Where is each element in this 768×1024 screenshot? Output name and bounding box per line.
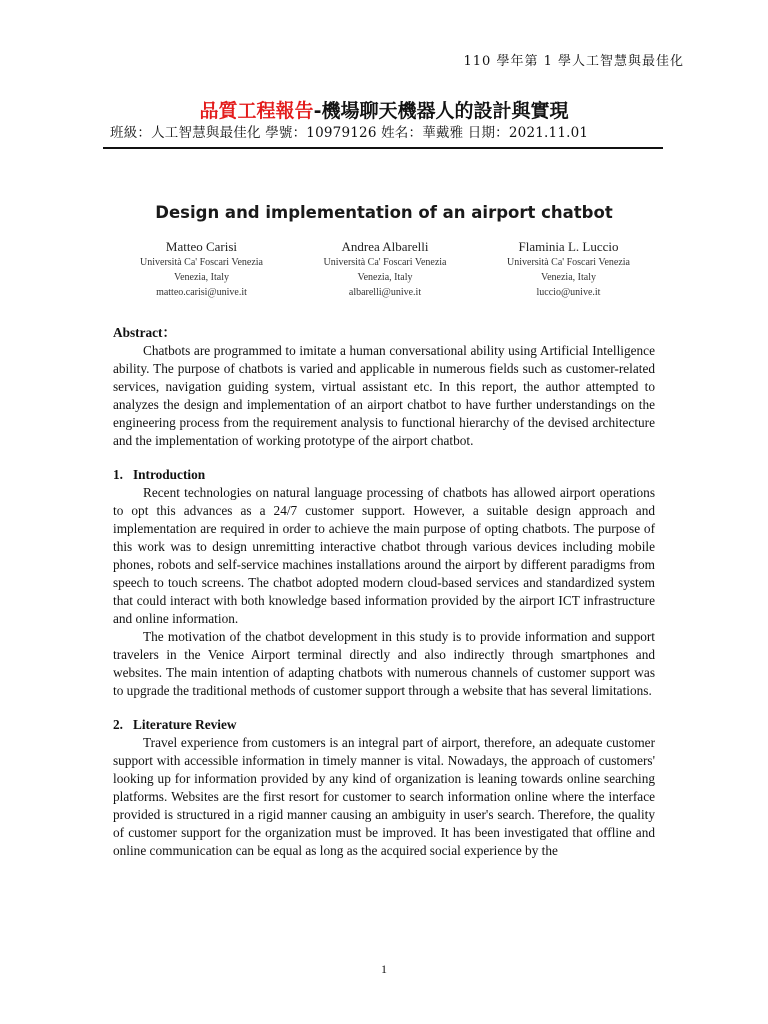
paper-title: Design and implementation of an airport chatbot (155, 203, 613, 222)
author-email: luccio@unive.it (536, 287, 601, 298)
abstract-heading: Abstract： (113, 325, 176, 340)
introduction-paragraph-1: Recent technologies on natural language processing of chatbots has allowed airport operations to opt this advances as a 24/7 customer support. However, a suitable design approach and implementation are required in order to achieve the main purpose of opting chatbots. The purpose of this work was to design unremitting interactive chatbot through various devices including mobile phones, robots and self-service machines installations around the airport by different paradigms from speech to touch screens. The chatbot adopted modern cloud-based services and standardized system that could interact with both knowledge based information provided by the airport ICT infrastructure and online information. (113, 485, 655, 626)
author-name: Flaminia L. Luccio (518, 239, 619, 254)
section-spacer (113, 700, 655, 716)
header-divider (103, 147, 663, 149)
literature-review-paragraph-1: Travel experience from customers is an integral part of airport, therefore, an adequate customer support with accessible information in timely manner is vital. Nowadays, the approach of customers' looking up for information provided by any kind of organization is leaning towards online searching platforms. Websites are the first resort for customer to search information online where the interface provided is structured in a rigid manner causing an ambiguity in user's search. Therefore, the quality of customer support for the organization must be improved. It has been investigated that offline and online communication can be equal as long as the acquired social experience by the (113, 735, 655, 858)
report-body (113, 324, 655, 860)
author-location: Venezia, Italy (541, 272, 596, 283)
author-email: matteo.carisi@unive.it (156, 287, 247, 298)
author-affiliation: Università Ca' Foscari Venezia (507, 257, 630, 268)
author-block (110, 238, 660, 300)
page-number: 1 (381, 962, 387, 976)
report-title-red: 品質工程報告 (199, 100, 314, 122)
section-spacer (113, 450, 655, 466)
author-name: Matteo Carisi (165, 239, 238, 254)
introduction-heading: 1. Introduction (113, 467, 206, 482)
author-1 (110, 238, 293, 300)
author-name: Andrea Albarelli (341, 239, 429, 254)
course-header: 110 學年第 1 學人工智慧與最佳化 (463, 54, 684, 69)
student-info: 班級：人工智慧與最佳化 學號：10979126 姓名：華戴雅 日期：2021.11.01 (110, 125, 589, 141)
author-location: Venezia, Italy (174, 272, 229, 283)
abstract-text: Chatbots are programmed to imitate a human conversational ability using Artificial Intelligence ability. The purpose of chatbots is varied and applicable in numerous fields such as customer-related services, navigation guiding system, virtual assistant etc. In this report, the author attempted to analyzes the design and implementation of an airport chatbot to have further understandings on the engineering process from the requirement analysis to functional hierarchy of the devised architecture and the implementation of working prototype of the airport chatbot. (113, 343, 655, 448)
literature-review-heading: 2. Literature Review (113, 717, 237, 732)
author-3 (477, 238, 660, 300)
report-title (0, 96, 768, 123)
introduction-paragraph-2: The motivation of the chatbot development in this study is to provide information and support travelers in the Venice Airport terminal directly and also indirectly through smartphones and websites. The main intention of adapting chatbots with numerous channels of customer support was to upgrade the traditional methods of customer support through a website that has several limitations. (113, 629, 655, 698)
author-affiliation: Università Ca' Foscari Venezia (140, 257, 263, 268)
author-affiliation: Università Ca' Foscari Venezia (323, 257, 447, 268)
author-2 (294, 238, 477, 300)
report-title-black: -機場聊天機器人的設計與實現 (313, 100, 569, 122)
author-location: Venezia, Italy (357, 272, 413, 283)
author-email: albarelli@unive.it (348, 287, 422, 298)
